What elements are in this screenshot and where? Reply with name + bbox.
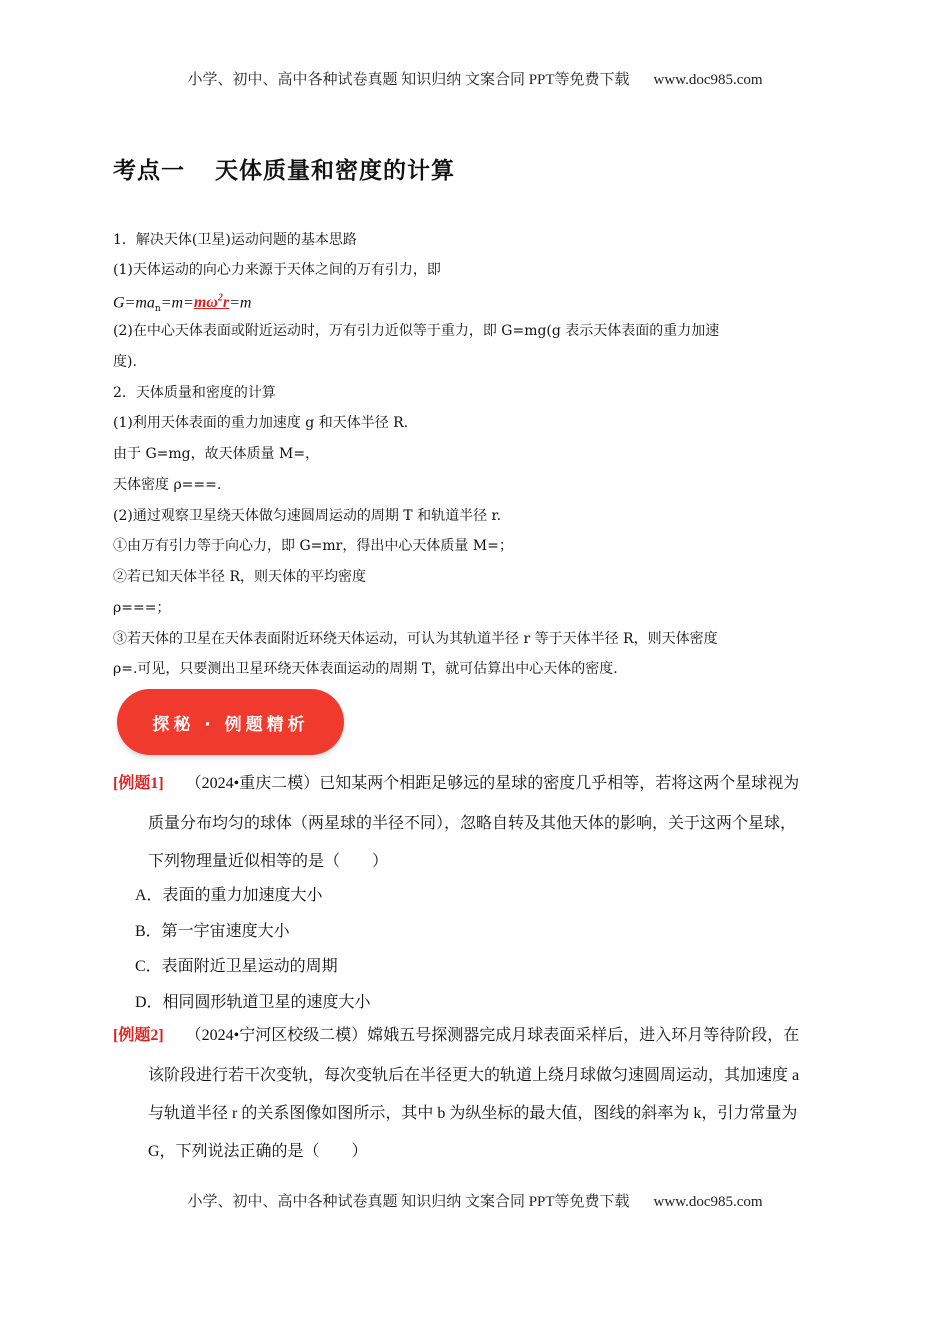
formula-highlight: $m\omega^2r$ — [193, 293, 230, 312]
section2-heading: 2．天体质量和密度的计算 — [113, 385, 276, 401]
example2-tag: [例题2] — [113, 1027, 164, 1044]
section2-p4: (2)通过观察卫星绕天体做匀速圆周运动的周期 T 和轨道半径 r. — [113, 508, 502, 524]
section1-p1: (1)天体运动的向心力来源于天体之间的万有引力，即 — [113, 262, 441, 278]
option-d[interactable]: D．相同圆形轨道卫星的速度大小 — [135, 994, 371, 1011]
example-section-badge — [117, 689, 344, 755]
formula-line — [113, 290, 251, 318]
header-url[interactable]: www.doc985.com — [653, 72, 763, 88]
section2-p3: 天体密度 ρ===. — [113, 477, 222, 493]
section1-p2-line1: (2)在中心天体表面或附近运动时，万有引力近似等于重力，即 G=mg(g 表示天体表面的重力加速 — [113, 323, 720, 339]
page-header — [0, 68, 950, 89]
formula-sub: n — [154, 304, 161, 315]
title-main: 天体质量和密度的计算 — [215, 158, 455, 184]
example1-line1: [例题1] （2024•重庆二模）已知某两个相距足够远的星球的密度几乎相等，若将这两个星球视为 — [113, 775, 800, 792]
section2-p2: 由于 G=mg，故天体质量 M=， — [113, 446, 320, 462]
example2-line1: [例题2] （2024•宁河区校级二模）嫦娥五号探测器完成月球表面采样后，进入环月等待阶段，在 — [113, 1027, 800, 1044]
title-prefix: 考点一 — [113, 158, 185, 184]
section2-p1: (1)利用天体表面的重力加速度 g 和天体半径 R. — [113, 415, 409, 431]
footer-text: 小学、初中、高中各种试卷真题 知识归纳 文案合同 PPT等免费下载 — [187, 1194, 630, 1210]
section2-p5: ①由万有引力等于向心力，即 G=mr，得出中心天体质量 M=； — [113, 538, 513, 554]
section1-heading: 1．解决天体(卫星)运动问题的基本思路 — [113, 232, 357, 248]
formula-pre: G=ma — [113, 294, 155, 312]
section2-p9: ρ=.可见，只要测出卫星环绕天体表面运动的周期 T，就可估算出中心天体的密度. — [113, 661, 618, 677]
example2-line3: 与轨道半径 r 的关系图像如图所示，其中 b 为纵坐标的最大值，图线的斜率为 k，引力常量为 — [148, 1105, 798, 1122]
page-title — [113, 152, 455, 185]
section1-p2-line2: 度). — [113, 354, 137, 370]
option-b[interactable]: B．第一宇宙速度大小 — [135, 923, 290, 940]
section2-p6: ②若已知天体半径 R，则天体的平均密度 — [113, 569, 366, 585]
option-c[interactable]: C．表面附近卫星运动的周期 — [135, 958, 338, 975]
example1-line2: 质量分布均匀的球体（两星球的半径不同），忽略自转及其他天体的影响，关于这两个星球， — [148, 815, 797, 832]
section2-p7: ρ===； — [113, 600, 171, 616]
example2-line2: 该阶段进行若干次变轨，每次变轨后在半径更大的轨道上绕月球做匀速圆周运动，其加速度 a — [148, 1067, 800, 1084]
section2-p8: ③若天体的卫星在天体表面附近环绕天体运动，可认为其轨道半径 r 等于天体半径 R，则天体密度 — [113, 631, 718, 647]
badge-label: 探秘 · 例题精析 — [152, 714, 309, 735]
example2-line4: G，下列说法正确的是（ ） — [148, 1143, 368, 1160]
example1-tag: [例题1] — [113, 775, 164, 792]
option-a[interactable]: A．表面的重力加速度大小 — [135, 887, 323, 904]
formula-post: =m — [229, 294, 252, 312]
footer-url[interactable]: www.doc985.com — [653, 1194, 763, 1210]
header-text: 小学、初中、高中各种试卷真题 知识归纳 文案合同 PPT等免费下载 — [187, 72, 630, 88]
page-footer — [0, 1190, 950, 1211]
formula-mid: =m= — [160, 294, 194, 312]
example1-line3: 下列物理量近似相等的是（ ） — [148, 853, 389, 870]
